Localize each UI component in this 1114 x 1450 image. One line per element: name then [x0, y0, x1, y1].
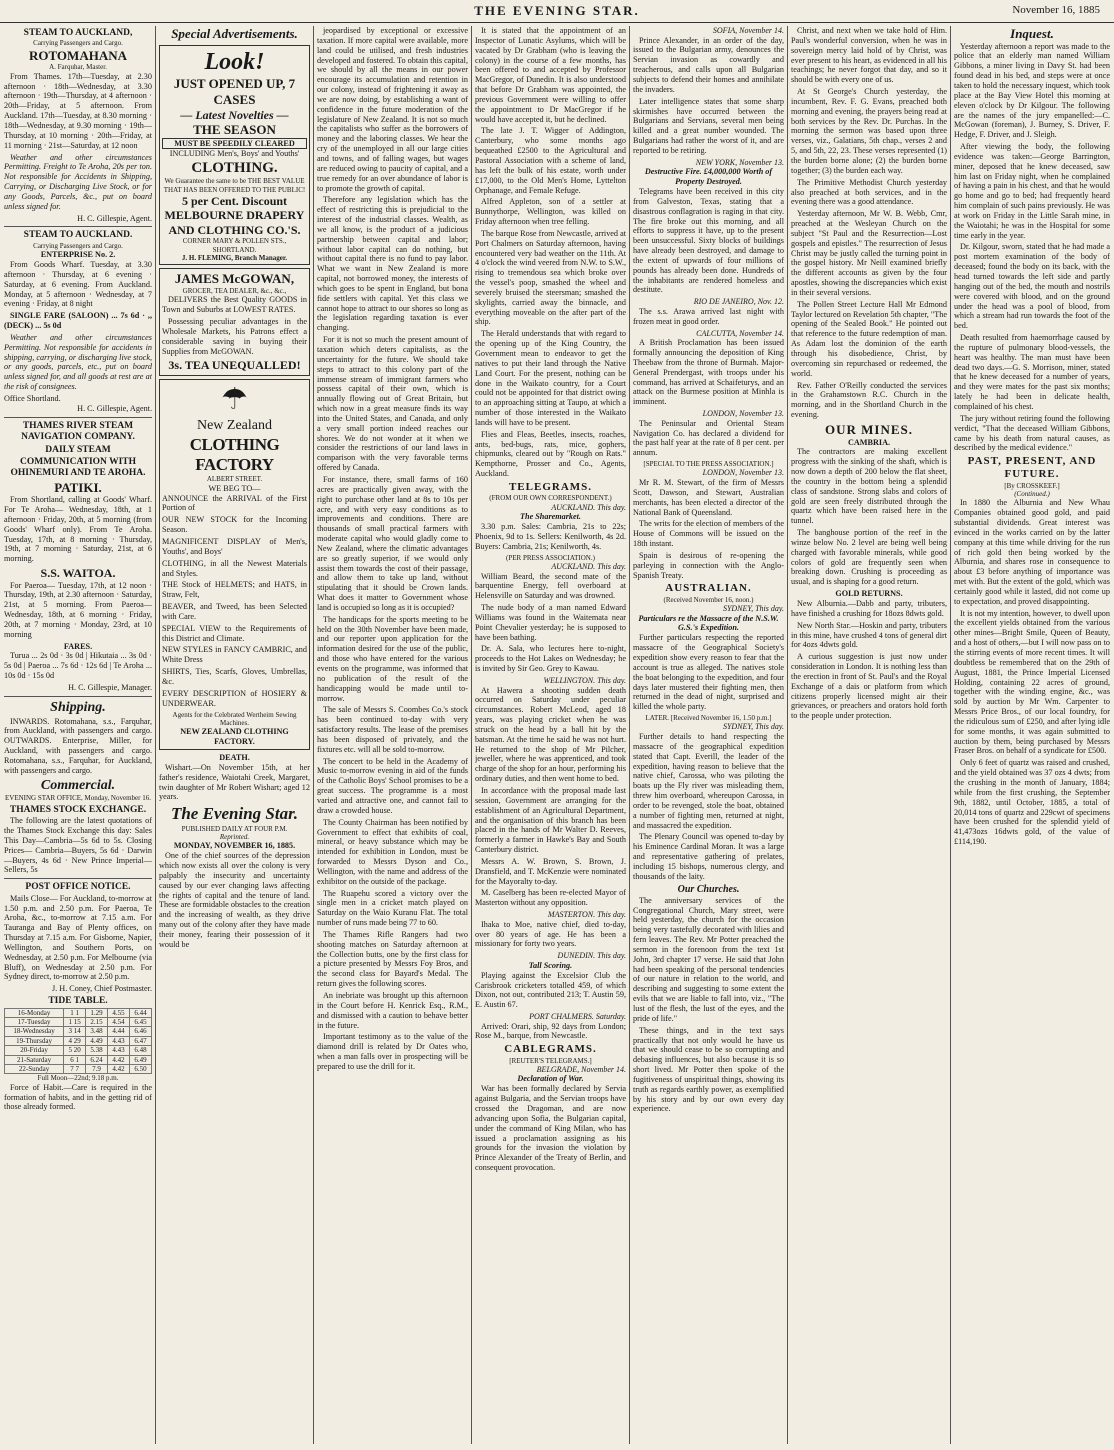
paragraph: The banghouse portion of the reef in the winze below No. 2 level are being well being charged with favorable minerals, while good colors of gold are frequently seen when breaking down. Crushing is proceeding as usual, and is shaping for a good return.: [791, 528, 947, 587]
tide-row: [5, 1008, 152, 1017]
subheading: [SPECIAL TO THE PRESS ASSOCIATION.]: [643, 460, 774, 469]
column-telegrams: [475, 26, 626, 1444]
tide-cell: 3.48: [86, 1027, 108, 1036]
section-heading: POST OFFICE NOTICE.: [25, 882, 131, 893]
dateline: MASTERTON. This day.: [547, 910, 626, 920]
ad-text: THE SEASON: [193, 121, 276, 137]
paragraph: The handicaps for the sports meeting to be held on the 30th November have been made, and our reporter upon application for the information desired for the use of the public, and those who have entered for the various events on the programme, was informed that no publication of the result of the handicapping would be made until to-morrow.: [317, 614, 468, 703]
ad-text: 5 per Cent. Discount: [181, 194, 288, 209]
paragraph: The sale of Messrs S. Coombes Co.'s stock has been continued to-day with very satisfactory results. The lease of the premises has been disposed of privately, and the fixtures etc. will all be sold to-morrow.: [317, 705, 468, 754]
dateline: LONDON, November 13.: [702, 409, 784, 419]
tide-row: [5, 1017, 152, 1026]
factory-item: BEAVER, and Tweed, has been Selected with Care.: [162, 602, 307, 621]
ad-text: ALBERT STREET.: [206, 475, 263, 484]
paragraph: A curious suggestion is just now under consideration in London. It is nothing less than the erection in front of St. Paul's and the Royal Exchange of a dais or platform from which citizens properly licensed might air their grievances, or preachers and orators hold forth to the people under protection.: [791, 652, 947, 721]
column-rule: [471, 26, 472, 1444]
paragraph: M. Caselberg has been re-elected Mayor of Masterton without any opposition.: [475, 888, 626, 908]
tide-cell: 6.50: [129, 1064, 151, 1073]
dateline: LONDON, November 13.: [702, 468, 784, 478]
ad-text: CORNER MARY & POLLEN STS., SHORTLAND.: [182, 237, 287, 254]
masthead: [0, 0, 1114, 23]
tide-row: [5, 1046, 152, 1055]
paragraph: In 1880 the Alburnia and New Whau Companies obtained good gold, and paid substantial dividends. Great interest was evinced in the works carried on by the latter company at this time while driving for the run of rich gold then being worked by the Alburnia, and shares rose in consequence to about £3 before anything of importance was met with. But the extent of the gold, which was certainly good while it lasted, did not come up to expectation, and proved disappointing.: [954, 498, 1110, 606]
ad-text: MUST BE SPEEDILY CLEARED: [162, 138, 307, 150]
shipping-news: INWARDS. Rotomahana, s.s., Farquhar, from Auckland, with passengers and cargo. OUTWARDS. Enterprise, Miller, for Auckland, with passengers and cargo. Rotomahana, s.s., Farquhar, for Auckland, with passengers and cargo.: [4, 716, 152, 775]
paragraph: The s.s. Arawa arrived last night with frozen meat in good order.: [633, 306, 784, 326]
tide-row: [5, 1036, 152, 1045]
tide-footer: Full Moon—22nd; 9.18 p.m.: [37, 1074, 119, 1083]
factory-item: MAGNIFICENT DISPLAY of Men's, Youths', and Boys': [162, 537, 307, 556]
ad-headline: Look!: [204, 48, 265, 75]
tide-cell: 6.46: [129, 1027, 151, 1036]
umbrella-icon: ☂: [221, 382, 248, 416]
publication-note: PUBLISHED DAILY AT FOUR P.M.: [181, 824, 288, 833]
factory-item: THE Stock of HELMETS; and HATS, in Straw, Felt,: [162, 580, 307, 600]
paragraph: 3.30 p.m. Sales: Cambria, 21s to 22s; Phoenix, 9d to 1s. Sellers: Kenilworth, 4s 2d. Buyers: Cambria, 21s; Kenilworth, 4s.: [475, 521, 626, 551]
tide-cell: 18-Wednesday: [5, 1027, 64, 1036]
agent: H. C. Gillespie, Agent.: [77, 213, 152, 223]
paragraph: The anniversary services of the Congregational Church, Mary street, were held yesterday, the church for the occasion being very tastefully decorated with lilies and fern leaves. The Rev. Mr Potter preached the sermon in the forenoon from the text 1st John, 3rd chapter 17 verse. He said that John had been speaking of the personal tendencies of our nature in relation to the world, and describing and suggesting to some extent the evils that we are liable to fall into, viz., "The lust of the flesh, the lust of the eyes, and the pride of life.": [633, 895, 784, 1023]
office: Office Shortland.: [4, 394, 61, 404]
schedule: From Goods Wharf. Tuesday, at 3.30 afternoon · Thursday, at 6 evening · Saturday, at 6 evening. From Auckland. Monday, at 5 afternoon · Wednesday, at 7 evening · Friday, at 8 night: [4, 260, 152, 309]
paragraph: An inebriate was brought up this afternoon in the Court before H. Kenrick Esq., R.M., and dismissed with a caution to behave better in the future.: [317, 991, 468, 1030]
ad-text: CLOTHING.: [191, 160, 278, 177]
tide-cell: 6.45: [129, 1017, 151, 1026]
editorial-masthead: The Evening Star.: [170, 804, 299, 824]
tide-cell: 1.29: [86, 1008, 108, 1017]
dateline: WELLINGTON. This day.: [543, 675, 626, 685]
paragraph: Flies and Fleas, Beetles, insects, roaches, ants, bed-bugs, rats, mice, gophers, chipmunks, cleared out by "Rough on Rats." Kempthorne, Prosser and Co., Agents, Auckland.: [475, 429, 626, 479]
section-heading: Special Advertisements.: [171, 26, 298, 41]
tide-cell: 1 15: [64, 1017, 86, 1026]
paragraph: The nude body of a man named Edward Williams was found in the Waitemata near Point Chevalier yesterday; he is supposed to have been bathing.: [475, 603, 626, 642]
tide-cell: 4.49: [86, 1036, 108, 1045]
dateline: RIO DE JANEIRO, Nov. 12.: [693, 297, 784, 307]
paragraph: At St George's Church yesterday, the incumbent, Rev. F. G. Evans, preached both morning and evening, the prayers being read at both services by the Rev. Dr. Purchas. In the morning the sermon was based upon three verses, viz., Galatians, 5th chap., verses 2 and 5, and 5th, 22, 23. These verses represented (1) the burden borne alone; (2) the burden borne together; (3) the burden each way.: [791, 87, 947, 175]
section-heading: PAST, PRESENT, AND FUTURE.: [967, 455, 1097, 481]
paragraph: Messrs A. W. Brown, S. Brown, J. Dransfield, and T. McKenzie were nominated for the Mayoralty to-day.: [475, 856, 626, 886]
ad-text: WE BEG TO—: [208, 483, 261, 493]
paragraph: For instance, there, small farms of 160 acres are practically given away, with the right to purchase other land at 8s to 10s per acre, and with very easy conditions as to improvements and conditions. There are thousands of small practical farmers with moderate capital who would gladly come to New Zealand, where the climatic advantages are so greatly superior, if we would only assist them towards the cost of their passage, and allow them to take up land, without stipulating that it should be Crown lands. What does it matter to Government whose land is occupied so long as it is occupied?: [317, 474, 468, 612]
issue-date: November 16, 1885: [1012, 4, 1100, 16]
newspaper-title: THE EVENING STAR.: [474, 3, 640, 18]
column-rule: [629, 26, 630, 1444]
tide-cell: 4.42: [108, 1055, 130, 1064]
column-rule: [787, 26, 788, 1444]
tide-cell: 5 20: [64, 1046, 86, 1055]
tide-table: [4, 1008, 152, 1075]
paragraph: Further particulars respecting the reported massacre of the Geographical Society's expedition show every reason to fear that the account is true as alleged. The natives stole the boat belonging to the expedition, and four days later mustered their fighting men, then returned in the dead of night, surprised and killed the whole party.: [633, 633, 784, 712]
melbourne-drapery-ad: [159, 45, 310, 266]
tide-cell: 1 1: [64, 1008, 86, 1017]
section-heading: AUSTRALIAN.: [665, 582, 752, 595]
section-heading: Commercial.: [40, 777, 116, 793]
ad-text: DELIVERS the Best Quality GOODS in Town and Suburbs at LOWEST RATES.: [162, 295, 307, 315]
ship-name: PATIKI.: [54, 479, 102, 495]
section-heading: DAILY STEAM COMMUNICATION WITH OHINEMURI AND TE AROHA.: [10, 445, 146, 479]
tide-cell: 6.49: [129, 1055, 151, 1064]
paragraph: The Ruapehu scored a victory over the single men in a cricket match played on Saturday on the Waio Kuranu Flat. The total number of runs made being 77 to 60.: [317, 888, 468, 928]
editorial: One of the chief sources of the depression which now exists all over the colony is very palpably the insecurity and uncertainty caused by our ever changing laws affecting the rights of capital and the tenure of land. These are formidable obstacles to the creation and the increasing of wealth, as they drive many out of the colony after they have made their money, fearing their possession of it would be: [159, 851, 310, 949]
tide-cell: 21-Saturday: [5, 1055, 64, 1064]
ad-text: MELBOURNE DRAPERY AND CLOTHING CO.'S.: [164, 208, 305, 237]
tide-cell: 20-Friday: [5, 1046, 64, 1055]
tide-cell: 4.54: [108, 1017, 130, 1026]
tide-cell: 2.15: [86, 1017, 108, 1026]
tide-cell: 4.43: [108, 1046, 130, 1055]
ad-text: GROCER, TEA DEALER, &c., &c.,: [182, 286, 287, 295]
agent: H. C. Gillespie, Agent.: [77, 403, 152, 413]
ship-name: S.S. WAITOA.: [40, 566, 116, 581]
tide-cell: 16-Monday: [5, 1008, 64, 1017]
death-notice: Wishart.—On November 15th, at her father's residence, Waiotahi Creek, Margaret, twin daughter of Mr Robert Wishart; aged 12 years.: [159, 762, 310, 802]
paragraph: The Primitive Methodist Church yesterday also preached at both services, and in the evening there was a good attendance.: [791, 177, 947, 207]
paragraph: The Plenary Council was opened to-day by his Eminence Cardinal Moran. It was a large and representative gathering of prelates, including 15 bishops, numerous clergy, and thousands of the laity.: [633, 832, 784, 881]
paragraph: The concert to be held in the Academy of Music to-morrow evening in aid of the funds of the Catholic Boys' School promises to be a great success. The programme is a most varied and attractive one, and cannot fail to draw a crowded house.: [317, 756, 468, 815]
tide-cell: 5.38: [86, 1046, 108, 1055]
tide-cell: 4.44: [108, 1027, 130, 1036]
subheading: (Received November 16, noon.): [663, 595, 754, 604]
column-churches-mines: [791, 26, 947, 1444]
subheading: LATER. [Received November 16, 1.50 p.m.]: [645, 714, 772, 723]
tide-row: [5, 1064, 152, 1073]
subheading: Carrying Passengers and Cargo.: [33, 39, 123, 48]
tide-cell: 6.48: [129, 1046, 151, 1055]
paragraph: Only 6 feet of quartz was raised and crushed, and the yield obtained was 37 ozs 4 dwts; from the crushing in the month of January, 1884; while from the first crushing, the September 9th, 1882, until October, 1885, a total of 20,014 tons of quartz and 229cwt of specimens have been crushed for the splendid yield of 41,473ozs 16dwts gold, of the value of £114,190.: [954, 758, 1110, 847]
section-heading: STEAM TO AUCKLAND.: [23, 230, 133, 241]
ad-text: INCLUDING Men's, Boys' and Youths': [169, 149, 300, 159]
ad-text: NEW ZEALAND CLOTHING FACTORY.: [180, 727, 289, 747]
paragraph: Alfred Appleton, son of a settler at Bunnythorpe, Wellington, was killed on Friday afternoon when tree felling.: [475, 197, 626, 227]
ship-name: ROTOMAHANA: [29, 47, 127, 63]
paragraph: For it is not so much the present amount of taxation which deters capitalists, as the uncertainty for the future. We should take steps to attract to this colony part of the immense stream of immigrant farmers who possess capital of their own, which is annually flowing out of Great Britain, but which now in a great measure finds its way into the United States, and Canada, and only a very small portion indeed reaches our shores. We do not wonder at it when we consider the restrictions of our land laws in comparison with the very favorable terms offered by Canada.: [317, 335, 468, 473]
ad-text: — Latest Novelties —: [180, 107, 289, 122]
paragraph: Arrived: Orari, ship, 92 days from London; Rose M., barque, from Newcastle.: [475, 1021, 626, 1041]
dateline: DUNEDIN. This day.: [557, 951, 626, 961]
publication-note: Reprinted.: [219, 832, 250, 841]
dateline: CALCUTTA, November 14.: [696, 328, 784, 338]
factory-item: EVERY DESCRIPTION of HOSIERY & UNDERWEAR.: [162, 688, 307, 708]
tide-cell: 7 7: [64, 1064, 86, 1073]
factory-item: SPECIAL VIEW to the Requirements of this District and Climate.: [162, 623, 307, 643]
paragraph: New Alburnia.—Dabb and party, tributers, have finished a crushing for 18ozs 8dwts gold.: [791, 599, 947, 618]
tide-title: TIDE TABLE.: [48, 996, 108, 1007]
column-advertisements: [159, 26, 310, 1444]
tide-cell: 19-Thursday: [5, 1036, 64, 1045]
tide-cell: 4.43: [108, 1036, 130, 1045]
paragraph: War has been formally declared by Servia against Bulgaria, and the Servian troops have crossed the Dragoman, and are now advancing upon Sofia, the Bulgarian capital, under the command of King Milan, who has issued a proclamation assigning as his grounds for the invasion the violation by Prince Alexander of the Treaty of Berlin, and consequent provocation.: [475, 1084, 626, 1173]
tide-cell: 4 29: [64, 1036, 86, 1045]
tide-cell: 6 1: [64, 1055, 86, 1064]
factory-item: SHIRTS, Ties, Scarfs, Gloves, Umbrellas, &c.: [162, 667, 307, 686]
dateline: EVENING STAR OFFICE, Monday, November 16.: [5, 794, 151, 803]
article: Force of Habit.—Care is required in the formation of habits, and in the getting rid of those already formed.: [4, 1082, 152, 1112]
factory-item: NEW STYLES in FANCY CAMBRIC, and White Dress: [162, 645, 307, 665]
paragraph: The writs for the election of members of the House of Commons will be issued on the 18th instant.: [633, 519, 784, 549]
factory-item-list: [162, 494, 307, 709]
column-rule: [155, 26, 156, 1444]
ad-text: Possessing peculiar advantages in the Wholesale Markets, his Patrons effect a considerable saving in buying their Supplies from McGOWAN.: [162, 317, 307, 356]
mail-notice: Mails Close— For Auckland, to-morrow at 1.50 p.m. and 2.50 p.m. For Paeroa, Te Aroha, &c., to-morrow at 7.15 a.m. For Tauranga and Bay of Plenty offices, on Thursday at 7.15 a.m. For Gisborne, Napier, Wellington, and Southern Ports, on Wednesday, at 2.50 p.m. For Melbourne (via Bluff), on Wednesday at 2.50 p.m. For Sydney direct, to-morrow at 2.50 p.m.: [4, 893, 152, 982]
section-heading: Inquest.: [1010, 26, 1054, 41]
dateline: BELGRADE, November 14.: [536, 1064, 626, 1074]
paragraph: Dr. Kilgour, sworn, stated that he had made a post mortem examination of the body of deceased; found the body on its back, with the head turned towards the left side and partly hanging out of the bed, the mouth and nostrils were covered with blood, and on the ground under the head was a pool of blood, from which a stream had run towards the foot of the bed.: [954, 242, 1110, 331]
ship-master: A. Farquhar, Master.: [49, 63, 107, 72]
paragraph: The contractors are making excellent progress with the sinking of the shaft, which is now down a depth of 200 below the flat sheet, the country in the bottom being a splendid class of sandstone. Strong slabs and colors of gold are seen freely distributed through the quartz which have been raised here in the tunnel.: [791, 447, 947, 526]
fares-table: Turua ... 2s 0d · 3s 0d | Hikutaia ... 3s 0d · 5s 0d | Paeroa ... 7s 6d · 12s 6d | Te Aroha ... 10s 0d · 15s 0d: [4, 651, 152, 681]
column-cablegrams: [633, 26, 784, 1444]
section-heading: CABLEGRAMS.: [504, 1043, 597, 1056]
paragraph: Yesterday afternoon, Mr W. B. Webb, Cmr, preached at the Wesleyan Church on the subject "St Paul and the Resurrection—Lost gospels and epistles." The resurrection of Jesus Christ may be justly called the turning point in the gospel history. Mr Neill examined briefly the different accounts as given by the four apostles, showing the discrepancies which exist in their several versions.: [791, 209, 947, 297]
schedule: From Thames. 17th—Tuesday, at 2.30 afternoon · 18th—Wednesday, at 3.30 afternoon · 19th—Thursday, at 4 afternoon · 20th—Friday, at 5 afternoon. From Auckland. 17th—Tuesday, at 8.30 morning · 18th—Wednesday, at 9.30 morning · 19th—Thursday, at 10 morning · 20th—Friday, at 11 morning · 21st—Saturday, at 12 noon: [4, 71, 152, 150]
paragraph: Yesterday afternoon a report was made to the police that an elderly man named William Gibbons, a miner living in Davy St. had been found dead in his bed, and steps were at once taken to hold the necessary inquest, which took place at the Bay View Hotel this morning at eleven o'clock by Dr Kilgour. The following are the names of the jury empanelled:—C. McGowan (foreman), J. Burney, S. Driver, F. Hedge, F. Driver, and J. Sleigh.: [954, 41, 1110, 140]
subheading: Particulars re the Massacre of the N.S.W. G.S.'s Expedition.: [638, 613, 779, 633]
notice: Weather and other circumstances Permitting. Freight to Te Aroha, 20s per ton. Not responsible for Accidents in Shipping, Carrying, or Discharging Live Stock, or for any Goods, Parcels, &c., put on board unless signed for.: [4, 152, 152, 211]
schedule: From Shortland, calling at Goods' Wharf. For Te Aroha— Wednesday, 18th, at 1 afternoon · Friday, 20th, at 5 morning (from Goods' Wharf only). From Te Aroha. Tuesday, 17th, at 8 morning · Thursday, 19th, at 7 morning · Saturday, 21st, at 6 morning.: [4, 495, 152, 564]
subheading: (PER PRESS ASSOCIATION.): [506, 553, 595, 562]
paragraph: Prince Alexander, in an order of the day, issued to the Bulgarian army, denounces the Servian invasion as cowardly and treacherous, and calls upon all Bulgarian subjects to defend their homes and annihilate the invaders.: [633, 35, 784, 94]
paragraph: Mr R. M. Stewart, of the firm of Messrs Scott, Dawson, and Stewart, Australian merchants, has been elected a director of the National Bank of Queensland.: [633, 478, 784, 517]
ad-text: JUST OPENED UP, 7 CASES: [173, 76, 296, 107]
ad-headline: CLOTHING FACTORY: [189, 434, 280, 474]
paragraph: The Pollen Street Lecture Hall Mr Edmond Taylor lectured on Revelation 5th chapter, "The opening of the Sealed Book." He pointed out that reference to the future redemption of man. As Adam lost the dominion of the earth through his disobedience, Christ, by overcoming sin repurchased or redeemed, the world.: [791, 299, 947, 378]
factory-item: OUR NEW STOCK for the Incoming Season.: [162, 515, 307, 535]
paragraph: Spain is desirous of re-opening the parleying in connection with the Anglo-Spanish Treaty.: [633, 550, 784, 580]
section-heading: STEAM TO AUCKLAND,: [23, 28, 133, 38]
tide-row: [5, 1027, 152, 1036]
paragraph: Death resulted from haemorrhage caused by the rupture of pulmonary blood-vessels, the heart was healthy. The man must have been dead two days.—G. S. Morrison, miner, stated that he knew deceased for a number of years, and they were mates for the past six months; lately he had been in delicate health, complained of his chest.: [954, 333, 1110, 411]
ad-text: Agents for the Celebrated Wertheim Sewing Machines.: [172, 710, 297, 727]
paragraph: It is stated that the appointment of an Inspector of Lunatic Asylums, which will be vacated by Dr Grabham (who is leaving the colony) in the course of a few months, has been offered to and accepted by Professor MacGregor, of Dunedin. It is also understood that before Dr Grabham was appointed, the previous Government were willing to offer the appointment to Dr MacGregor if he would have accepted it, but he declined.: [475, 26, 626, 124]
dateline: SOFIA, November 14.: [712, 26, 784, 35]
subheading: (FROM OUR OWN CORRESPONDENT.): [489, 494, 612, 503]
paragraph: At Hawera a shooting sudden death occurred on Saturday under peculiar circumstances. Robert McLeod, aged 18 years, was playing cricket when he was struck on the head by a ball hit by the batsman. At the time he said he was not hurt. He returned to the shop of Mr Pilcher, jeweller, where he was apprenticed, and took charge of the shop for an hour, performing his ordinary duties, and then went home to bed.: [475, 685, 626, 784]
paragraph: Christ, and next when we take hold of Him. Paul's wonderful conversion, when he was in sovereign mercy laid hold of by Christ, was ever present to his heart, as evidenced in all his teachings; he never forgot that day, and so it should be with every one of us.: [791, 26, 947, 85]
dateline: NEW YORK, November 13.: [695, 157, 784, 167]
paragraph: The late J. T. Wigger of Addington, Canterbury, who some months ago bequeathed £2500 to the Agricultural and Pastoral Association with a scheme of land, has left the bulk of his estate, worth under £17,000, to the Old Men's Home, Lyttelton Orphanage, and Female Refuge.: [475, 126, 626, 195]
section-heading: DEATH.: [219, 752, 250, 762]
paragraph: Rev. Father O'Reilly conducted the services in the Grahamstown R.C. Church in the morning, and in the Shortland Church in the evening.: [791, 380, 947, 420]
tide-cell: 6.24: [86, 1055, 108, 1064]
paragraph: The Thames Rifle Rangers had two shooting matches on Saturday afternoon at the Collection butts, one by the first class for a picture presented by Messrs Foy Bros, and the second class for Bayard's Medal. The return gives the following scores.: [317, 929, 468, 989]
tide-row: [5, 1055, 152, 1064]
paragraph: Dr. A. Sala, who lectures here to-night, proceeds to the Hot Lakes on Wednesday; he is invited by Sir Geo. Grey to Kawau.: [475, 644, 626, 674]
paragraph: The County Chairman has been notified by Government to effect that exhibits of coal, mineral, or heavy substance which may be intended for exhibition in London, must be forwarded to Messrs Dyson and Co., Wellington, with the name and address of the exhibitor on the outside of the package.: [317, 817, 468, 886]
ad-text: 3s. TEA UNEQUALLED!: [168, 358, 301, 373]
paragraph: Further details to hand respecting the massacre of the geographical expedition stated that Capt. Everill, the leader of the expedition, having reason to believe that the native chief, Carossa, who was piloting the boats up the Fly river was misleading them, threw him overboard, whereupon Carossa, in order to be revenged, stole the boat, obtained a number of fighting men, returned at night, and massacred the expedition.: [633, 732, 784, 830]
paragraph: The barque Rose from Newcastle, arrived at Port Chalmers on Saturday afternoon, having encountered very bad weather on the 11th. At 4 o'clock the wind veered from N.W. to S.W., rising to tremendous sea which broke over the vessel's poop, smashed the wheel and severely bruised the steersman; smashed the skylights, carried away the binnacle, and everything moveable on the after part of the ship.: [475, 228, 626, 327]
postmaster: J. H. Coney, Chief Postmaster.: [52, 984, 152, 994]
paragraph: William Beard, the second mate of the barquentine Energy, fell overboard at Helensville on Saturday and was drowned.: [475, 571, 626, 601]
editorial-date: MONDAY, NOVEMBER 16, 1885.: [173, 841, 296, 851]
paragraph: A British Proclamation has been issued formally announcing the deposition of King Theebaw from the throne of Burmah. Major-General Prendergast, with troops under his command, has arrived at Schaifeturys, and an attack on the Burmese position at Minhla is imminent.: [633, 338, 784, 407]
paragraph: Therefore any legislation which has the effect of restricting this is prejudicial to the interest of the industrial classes. Wealth, as we all know, is the product of a judicious partnership between capital and labor; without labor capital can do nothing, but without capital there is no fund to pay labor. What we want in New Zealand is more capital, not borrowed money, the interests of which goes to be spent in England, but bona fide settlers with capital. Yet this class we cannot hope to attract to our shores so long as the legislation regarding taxation is ever changing.: [317, 195, 468, 333]
paragraph: Playing against the Excelsior Club the Carisbrook cricketers totalled 459, of which Dixon, not out, contributed 213; T. Austin 59, E. Austin 67.: [475, 970, 626, 1010]
tide-cell: 4.55: [108, 1008, 130, 1017]
factory-item: ANNOUNCE the ARRIVAL of the First Portion of: [162, 493, 307, 513]
ad-headline: New Zealand: [196, 417, 273, 433]
paragraph: Important testimony as to the value of the diamond drill is related by Dr Oates who, when a man falls over in prospecting will be prepared to use the drill for it.: [317, 1032, 468, 1071]
schedule: For Paeroa— Tuesday, 17th, at 12 noon · Thursday, 19th, at 2.30 afternoon · Saturday, 21st, at 5 morning. From Paeroa— Wednesday, 18th, at 6 morning · Friday, 20th, at 7 morning · Monday, 23rd, at 10 morning: [4, 580, 152, 639]
exchange-quotes: The following are the latest quotations of the Thames Stock Exchange this day: Sales This Day—Cambria—5s 6d to 5s. Closing Prices— Cambria—Buyers, 5s 6d · Darwin—Buyers, 4s 6d · New Prince Imperial—Sellers, 5s: [4, 816, 152, 875]
column-shipping: [4, 26, 152, 1444]
ad-text: We Guarantee the same to be THE BEST VALUE THAT HAS BEEN OFFERED TO THE PUBLIC!: [163, 177, 306, 194]
paragraph: These things, and in the text says practically that not only would he have us that we should cease to be so corrupting and debasing influences, but also because it is so short lived. Mr Potter then spoke of the fugitiveness of unspiritual things, showing its truth as regards earthly power, as exemplified by his story and by our own every day experience.: [633, 1025, 784, 1114]
tide-cell: 6.47: [129, 1036, 151, 1045]
ad-headline: JAMES McGOWAN,: [174, 271, 295, 287]
subheading: Tall Scoring.: [528, 960, 573, 970]
paragraph: It is not my intention, however, to dwell upon the excellent yields obtained from the various other mines—Bright Smile, Queen of Beauty, and a host of others,—but I will now pass on to the stirring events of more recent times. It will doubtless be remembered that on the 29th of August, 1881, the Prince Imperial Licensed Holding, containing 22 acres of ground, together with the winding engine, &c., was sold by auction by Mr Wm. Carpenter to Messrs Price Bros., of our local foundry, for the ridiculous sum of £250, and after lying idle for some months, it was again submitted to auction by them, being purchased by Messrs Fraser Bros. on behalf of a syndicate for £500.: [954, 608, 1110, 756]
subheading: Carrying Passengers and Cargo.: [33, 241, 123, 250]
tide-cell: 17-Tuesday: [5, 1017, 64, 1026]
section-heading: TELEGRAMS.: [508, 480, 593, 493]
dateline: SYDNEY, This day.: [722, 722, 784, 732]
dateline: AUCKLAND. This day.: [551, 502, 626, 512]
tide-cell: 4.42: [108, 1064, 130, 1073]
paragraph: Later intelligence states that some sharp skirmishes have occurred between the Bulgarians and Servians, several men being killed and a great number wounded. The Bulgarians had rather the worst of it, and are reported to be retiring.: [633, 96, 784, 155]
paragraph: jeopardised by exceptional or excessive taxation. If more capital were available, more land could be utilised, and fresh industries developed and fostered. To obtain this capital, we should by all the means in our power encourage its accumulation and retention in our colony, instead of frightening it away as we are now doing, by establishing a want of confidence in the future moderation of the legislature of New Zealand. It is not so much the capitalists who suffer as the borrowers of money and the laboring classes. We hear the cry of the unemployed in all our large cities and towns, and of falling wages, but wages are reduced owing to paucity of capital, and a true remedy for an over abundance of labor is to promote the growth of capital.: [317, 26, 468, 193]
subheading: (Continued.): [1014, 489, 1050, 498]
paragraph: After viewing the body, the following evidence was taken:—George Barrington, miner, deposed that he knew deceased, saw him last on Friday night, when he complained of having a pain in his chest, and that he would go home and go to bed; had frequently heard him complain of such pains previously. He was at work on Friday in the Little Sarah mine, in the Waiotahi; he was in the Hospital for some time early in the year.: [954, 142, 1110, 240]
ad-text: J. H. FLEMING, Branch Manager.: [181, 253, 288, 262]
grocer-ad: [159, 268, 310, 375]
dateline: PORT CHALMERS. Saturday.: [529, 1012, 626, 1022]
ship-name: ENTERPRISE No. 2.: [40, 250, 116, 260]
clothing-factory-ad: [159, 379, 310, 750]
paragraph: In accordance with the proposal made last session, Government are arranging for the establishment of an Agricultural Department, and the organisation of this branch has been placed in the hands of Mr Walter D. Reeves, formerly a farmer in Hawke's Bay and South Canterbury district.: [475, 785, 626, 855]
fares-title: FARES.: [63, 641, 93, 651]
subheading: Declaration of War.: [517, 1074, 584, 1084]
paragraph: The jury without retiring found the following verdict, "That the deceased William Gibbons, came by his death from natural causes, as described by the medical evidence.": [954, 413, 1110, 453]
section-heading: Shipping.: [50, 699, 106, 715]
subheading: The Sharemarket.: [520, 512, 581, 522]
subheading: [REUTER'S TELEGRAMS.]: [509, 1056, 592, 1065]
byline: [By CROSSKEEF.]: [1004, 481, 1060, 490]
tide-cell: 6.44: [129, 1008, 151, 1017]
paragraph: Ihaka to Moe, native chief, died to-day, over 80 years of age. He has been a missionary for forty two years.: [475, 919, 626, 949]
manager: H. C. Gillespie, Manager.: [68, 682, 152, 692]
tide-cell: 3 14: [64, 1027, 86, 1036]
dateline: SYDNEY, This day.: [722, 604, 784, 614]
section-heading: THAMES RIVER STEAM NAVIGATION COMPANY.: [21, 420, 135, 443]
section-heading: Our Churches.: [677, 883, 740, 895]
paragraph: The Peninsular and Oriental Steam Navigation Co. has declared a dividend for the past half year at the rate of 8 per cent. per annum.: [633, 418, 784, 458]
tide-cell: 7.9: [86, 1064, 108, 1073]
column-editorial: [317, 26, 468, 1444]
column-rule: [950, 26, 951, 1444]
notice: Weather and other circumstances Permitting. Not responsible for accidents in shipping, carrying, or discharging live stock, or any goods, parcels, etc., put on board unless signed for, and all goods at rest are at the risk of consignees.: [4, 332, 152, 392]
fares: SINGLE FARE (SALOON) ... 7s 6d · ,, (DECK) ... 5s 0d: [4, 311, 152, 331]
factory-item: CLOTHING, in all the Newest Materials and Styles.: [162, 558, 307, 578]
paragraph: New North Star.—Hoskin and party, tributers in this mine, have crushed 4 tons of general dirt for 4ozs 4dwts gold.: [791, 620, 947, 650]
section-heading: OUR MINES.: [824, 421, 913, 437]
subheading: CAMBRIA.: [847, 437, 891, 447]
paragraph: The Herald understands that with regard to the opening up of the King Country, the Government mean to endeavor to get the natives to put their land through the Native Land Court. For the present, nothing can be done in the Waikato country, for a Court could not be appointed for that district owing to an approaching sitting at Taupo, at which a number of those interested in the Waikato lands will have to be present.: [475, 329, 626, 427]
column-inquest: [954, 26, 1110, 1444]
column-rule: [313, 26, 314, 1444]
paragraph: Telegrams have been received in this city from Galveston, Texas, stating that a disastrous conflagration is raging in that city. The fire broke out this morning, and all efforts to suppress it have, up to the present been unsuccessful. Sixty blocks of buildings have already been destroyed, and damage to the extent of upwards of four millions of pounds has already been done. Hundreds of the inhabitants are rendered homeless and destitute.: [633, 187, 784, 295]
subheading: GOLD RETURNS.: [835, 589, 903, 599]
section-heading: THAMES STOCK EXCHANGE.: [9, 804, 147, 815]
tide-cell: 22-Sunday: [5, 1064, 64, 1073]
subheading: Destructive Fire. £4,000,000 Worth of Property Destroyed.: [644, 167, 773, 187]
dateline: AUCKLAND. This day.: [551, 561, 626, 571]
